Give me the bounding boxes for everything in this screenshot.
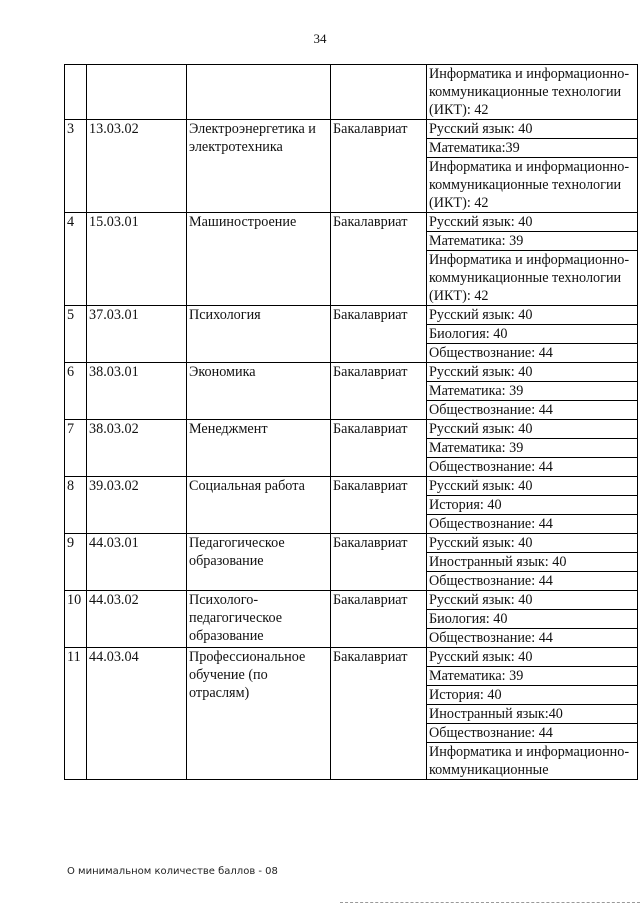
program-name — [187, 65, 331, 120]
table-row — [65, 120, 638, 139]
subject-score: История: 40 — [427, 686, 638, 705]
education-level: Бакалавриат — [331, 120, 427, 213]
subject-score: Информатика и информационно-коммуникационные технологии (ИКТ): 42 — [427, 65, 638, 120]
education-level: Бакалавриат — [331, 213, 427, 306]
subject-score: Русский язык: 40 — [427, 120, 638, 139]
subject-score: Русский язык: 40 — [427, 648, 638, 667]
program-code — [87, 65, 187, 120]
table-row — [65, 477, 638, 496]
row-number: 11 — [65, 648, 87, 780]
subject-score: Обществознание: 44 — [427, 344, 638, 363]
program-code: 13.03.02 — [87, 120, 187, 213]
row-number: 10 — [65, 591, 87, 648]
table-row — [65, 591, 638, 610]
program-code: 44.03.02 — [87, 591, 187, 648]
program-code: 39.03.02 — [87, 477, 187, 534]
footer-note: О минимальном количестве баллов - 08 — [67, 866, 278, 877]
subject-score: Иностранный язык:40 — [427, 705, 638, 724]
subject-score: Обществознание: 44 — [427, 572, 638, 591]
table-row — [65, 363, 638, 382]
subject-score: Биология: 40 — [427, 610, 638, 629]
program-name: Машиностроение — [187, 213, 331, 306]
program-code: 44.03.01 — [87, 534, 187, 591]
row-number: 7 — [65, 420, 87, 477]
table-row — [65, 306, 638, 325]
education-level: Бакалавриат — [331, 306, 427, 363]
subject-score: Обществознание: 44 — [427, 629, 638, 648]
education-level — [331, 65, 427, 120]
program-name: Психология — [187, 306, 331, 363]
subject-score: Математика:39 — [427, 139, 638, 158]
subject-score: Математика: 39 — [427, 382, 638, 401]
program-name: Менеджмент — [187, 420, 331, 477]
subject-score: Обществознание: 44 — [427, 724, 638, 743]
subject-score: Информатика и информационно-коммуникационные — [427, 743, 638, 780]
program-name: Профессиональное обучение (по отраслям) — [187, 648, 331, 780]
program-code: 38.03.01 — [87, 363, 187, 420]
program-code: 15.03.01 — [87, 213, 187, 306]
subject-score: Информатика и информационно-коммуникационные технологии (ИКТ): 42 — [427, 158, 638, 213]
bottom-rule — [340, 902, 640, 904]
program-name: Электроэнергетика и электротехника — [187, 120, 331, 213]
subject-score: Обществознание: 44 — [427, 515, 638, 534]
subject-score: Биология: 40 — [427, 325, 638, 344]
subject-score: Русский язык: 40 — [427, 363, 638, 382]
program-code: 38.03.02 — [87, 420, 187, 477]
table-row — [65, 420, 638, 439]
subject-score: Математика: 39 — [427, 232, 638, 251]
subject-score: Обществознание: 44 — [427, 401, 638, 420]
subject-score: Математика: 39 — [427, 667, 638, 686]
subject-score: Русский язык: 40 — [427, 591, 638, 610]
subject-score: Русский язык: 40 — [427, 306, 638, 325]
subject-score: Обществознание: 44 — [427, 458, 638, 477]
program-code: 37.03.01 — [87, 306, 187, 363]
program-name: Экономика — [187, 363, 331, 420]
subject-score: Иностранный язык: 40 — [427, 553, 638, 572]
table-row — [65, 213, 638, 232]
table-row — [65, 648, 638, 667]
program-name: Психолого-педагогическое образование — [187, 591, 331, 648]
page-number: 34 — [313, 31, 327, 46]
row-number — [65, 65, 87, 120]
program-code: 44.03.04 — [87, 648, 187, 780]
education-level: Бакалавриат — [331, 477, 427, 534]
education-level: Бакалавриат — [331, 363, 427, 420]
subject-score: Информатика и информационно-коммуникационные технологии (ИКТ): 42 — [427, 251, 638, 306]
education-level: Бакалавриат — [331, 648, 427, 780]
table-row — [65, 65, 638, 120]
education-level: Бакалавриат — [331, 420, 427, 477]
row-number: 4 — [65, 213, 87, 306]
subject-score: Математика: 39 — [427, 439, 638, 458]
row-number: 9 — [65, 534, 87, 591]
education-level: Бакалавриат — [331, 591, 427, 648]
table-row — [65, 534, 638, 553]
row-number: 8 — [65, 477, 87, 534]
row-number: 3 — [65, 120, 87, 213]
program-name: Социальная работа — [187, 477, 331, 534]
row-number: 6 — [65, 363, 87, 420]
subject-score: История: 40 — [427, 496, 638, 515]
row-number: 5 — [65, 306, 87, 363]
subject-score: Русский язык: 40 — [427, 534, 638, 553]
education-level: Бакалавриат — [331, 534, 427, 591]
min-scores-table — [64, 64, 638, 780]
program-name: Педагогическое образование — [187, 534, 331, 591]
subject-score: Русский язык: 40 — [427, 213, 638, 232]
subject-score: Русский язык: 40 — [427, 477, 638, 496]
subject-score: Русский язык: 40 — [427, 420, 638, 439]
